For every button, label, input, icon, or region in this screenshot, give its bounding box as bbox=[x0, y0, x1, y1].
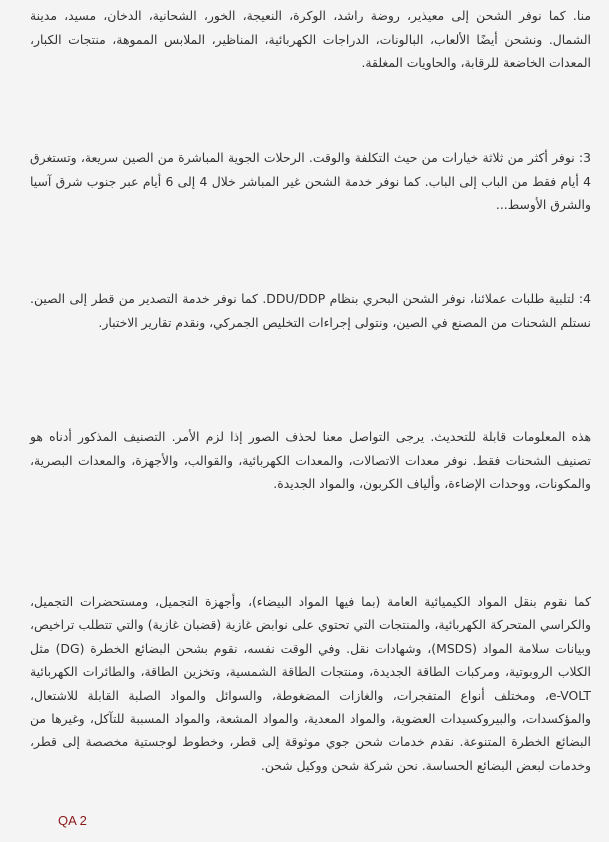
paragraph-dangerous-goods: كما نقوم بنقل المواد الكيميائية العامة (بما فيها المواد البيضاء)، وأجهزة التجميل، ومستحضرات التجميل، والكراسي المتحركة الكهربائية، والمنتجات التي تحتوي على نوابض غازية (قضبان غازية) والتي تتطلب تراخيص، وبيانات سلامة المواد (MSDS)، وشهادات نقل. وفي الوقت نفسه، نقوم بشحن البضائع الخطرة (DG) مثل الكلاب الروبوتية، ومركبات الطاقة الجديدة، ومنتجات الطاقة الشمسية، وتخزين الطاقة، والطائرات الكهربائية e-VOLT، ومختلف أنواع المتفجرات، والغازات المضغوطة، والسوائل والمواد الصلبة القابلة للاشتعال، والمؤكسدات، والبيروكسيدات العضوية، والمواد المعدية، والمواد المشعة، والمواد المسببة للتآكل، وغيرها من البضائع الخطرة المتنوعة. نقدم خدمات شحن جوي موثوقة إلى قطر، وخطوط لوجستية مخصصة إلى قطر، وخدمات لبعض البضائع الحساسة. نحن شركة شحن ووكيل شحن. bbox=[30, 594, 591, 773]
paragraph-sea-freight: 4: لتلبية طلبات عملائنا، نوفر الشحن البحري بنظام DDU/DDP. كما نوفر خدمة التصدير من قطر إلى الصين. نستلم الشحنات من المصنع في الصين، ونتولى إجراءات التخليص الجمركي، ونقدم تقارير الاختبار. bbox=[30, 291, 591, 330]
paragraph-destinations: منا. كما نوفر الشحن إلى معيذير، روضة راشد، الوكرة، النعيجة، الخور، الشحانية، الدخان، مسيد، مدينة الشمال. ونشحن أيضًا الألعاب، البالونات، الدراجات الكهربائية، المناظير، الملابس المموهة، منتجات الكبار، المعدات الخاضعة للرقابة، والحاويات المغلقة. bbox=[30, 8, 591, 70]
paragraph-classification: هذه المعلومات قابلة للتحديث. يرجى التواصل معنا لحذف الصور إذا لزم الأمر. التصنيف المذكور أدناه هو تصنيف الشحنات فقط. نوفر معدات الاتصالات، والمعدات الكهربائية، والقوالب، والأجهزة، والمعدات البصرية، والمكونات، ووحدات الإضاءة، وألياف الكربون، والمواد الجديدة. bbox=[30, 429, 591, 491]
paragraph-air-options: 3: نوفر أكثر من ثلاثة خيارات من حيث التكلفة والوقت. الرحلات الجوية المباشرة من الصين سريعة، وتستغرق 4 أيام فقط من الباب إلى الباب. كما نوفر خدمة الشحن غير المباشر خلال 4 إلى 6 أيام عبر جنوب شرق آسيا والشرق الأوسط... bbox=[30, 150, 591, 212]
footer-label: QA 2 bbox=[58, 813, 87, 828]
